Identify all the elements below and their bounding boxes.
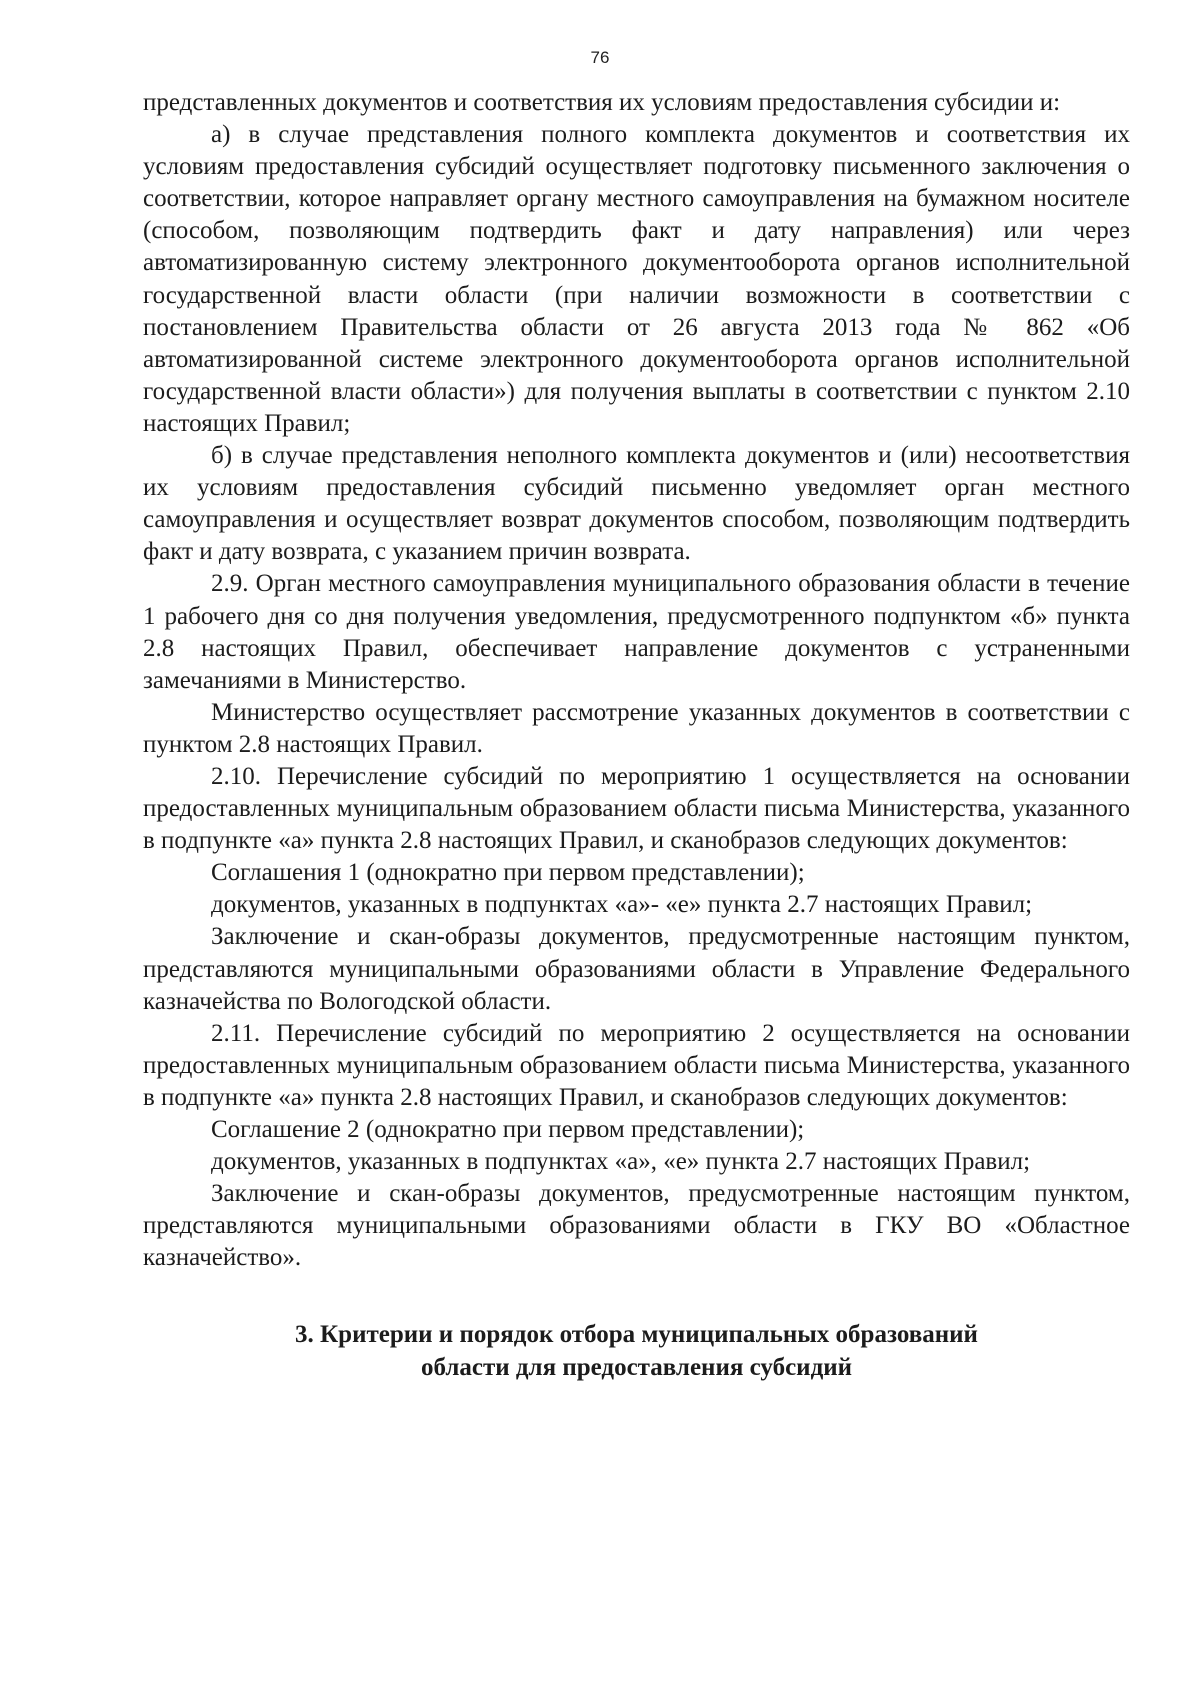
document-body (143, 87, 1130, 1384)
paragraph-clause-2-9: 2.9. Орган местного самоуправления муниципального образования области в течение 1 рабочего дня со дня получения уведомления, предусмотренного подпунктом «б» пункта 2.8 настоящих Правил, обеспечивает направление документов с устраненными замечаниями в Министерство. (143, 570, 1130, 694)
paragraph-documents-a-e-2: документов, указанных в подпунктах «а», «е» пункта 2.7 настоящих Правил; (211, 1148, 1031, 1176)
paragraph-documents-a-e: документов, указанных в подпунктах «а»- «е» пункта 2.7 настоящих Правил; (211, 891, 1033, 919)
section-heading (143, 1318, 1130, 1384)
paragraph-clause-2-11: 2.11. Перечисление субсидий по мероприятию 2 осуществляется на основании предоставленных муниципальным образованием области письма Министерства, указанного в подпункте «а» пункта 2.8 настоящих Правил, и сканобразов следующих документов: (143, 1019, 1130, 1111)
section-heading-line-2: области для предоставления субсидий (420, 1354, 853, 1382)
paragraph-ministry-review: Министерство осуществляет рассмотрение указанных документов в соответствии с пунктом 2.8 настоящих Правил. (143, 698, 1130, 758)
paragraph-subpoint-b: б) в случае представления неполного комплекта документов и (или) несоответствия их условиям предоставления субсидий письменно уведомляет орган местного самоуправления и осуществляет возврат документов способом, позволяющим подтвердить факт и дату возврата, с указанием причин возврата. (143, 442, 1130, 566)
paragraph-agreement-2: Соглашение 2 (однократно при первом представлении); (211, 1116, 805, 1143)
paragraph-conclusion-federal-treasury: Заключение и скан-образы документов, предусмотренные настоящим пунктом, представляются муниципальными образованиями области в Управление Федерального казначейства по Вологодской области. (143, 923, 1130, 1015)
paragraph-subpoint-a: а) в случае представления полного комплекта документов и соответствия их условиям предоставления субсидий осуществляет подготовку письменного заключения о соответствии, которое направляет органу местного самоуправления на бумажном носителе (способом, позволяющим подтвердить факт и дату направления) или через автоматизированную систему электронного документооборота органов исполнительной государственной власти области (при наличии возможности в соответствии с постановлением Правительства области от 26 августа 2013 года № 862 «Об автоматизированной системе электронного документооборота органов исполнительной государственной власти области») для получения выплаты в соответствии с пунктом 2.10 настоящих Правил; (143, 121, 1130, 437)
section-heading-line-1: 3. Критерии и порядок отбора муниципальных образований (295, 1321, 978, 1349)
paragraph-clause-2-10: 2.10. Перечисление субсидий по мероприятию 1 осуществляется на основании предоставленных муниципальным образованием области письма Министерства, указанного в подпункте «а» пункта 2.8 настоящих Правил, и сканобразов следующих документов: (143, 762, 1130, 855)
paragraph-continuation: представленных документов и соответствия их условиям предоставления субсидии и: (143, 89, 1061, 116)
page-number: 76 (590, 48, 610, 67)
paragraph-conclusion-regional-treasury: Заключение и скан-образы документов, предусмотренные настоящим пунктом, представляются муниципальными образованиями области в ГКУ ВО «Областное казначейство». (143, 1180, 1130, 1272)
paragraph-agreement-1: Соглашения 1 (однократно при первом представлении); (211, 859, 805, 887)
